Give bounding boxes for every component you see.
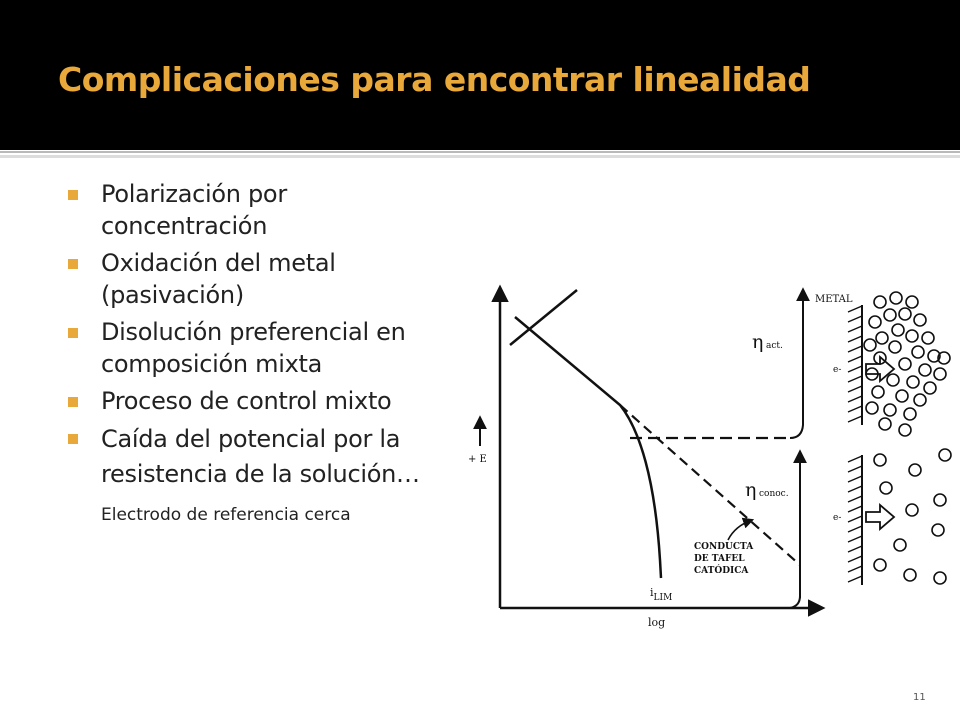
bullet-text: Oxidación del metal (pasivación) xyxy=(101,249,336,309)
bullet-item xyxy=(68,316,458,380)
bullet-square-icon xyxy=(68,190,78,200)
bullet-text: Caída del potencial por la resistencia de la solución… xyxy=(101,425,420,488)
title-bar xyxy=(0,0,960,150)
tafel-label-line: CONDUCTA xyxy=(694,542,754,552)
bracket-corner xyxy=(790,596,800,608)
bullet-square-icon xyxy=(68,397,78,407)
bullet-text: Proceso de control mixto xyxy=(101,387,392,415)
ions-sparse xyxy=(874,449,951,584)
tafel-label-line: CATÓDICA xyxy=(694,566,749,576)
bullet-list xyxy=(68,178,458,538)
bullet-square-icon xyxy=(68,434,78,444)
electron-arrow-icon xyxy=(866,505,894,529)
y-axis-label: + E xyxy=(468,454,487,465)
bullet-text: Polarización por concentración xyxy=(101,180,287,240)
slide-title: Complicaciones para encontrar linealidad xyxy=(58,60,811,99)
header-divider xyxy=(0,151,960,153)
activation-label: act. xyxy=(766,341,783,351)
electron-label: e- xyxy=(833,365,842,375)
cathodic-curve xyxy=(515,317,661,578)
x-axis-label: log xyxy=(648,616,666,629)
tafel-label-line: DE TAFEL xyxy=(694,554,745,564)
header-divider-light xyxy=(0,155,960,158)
tafel-pointer xyxy=(728,520,752,540)
bullet-item xyxy=(68,422,458,533)
bullet-square-icon xyxy=(68,328,78,338)
bullet-item xyxy=(68,247,458,311)
page-number: 11 xyxy=(913,692,926,703)
polarization-diagram xyxy=(455,270,960,660)
anodic-line xyxy=(510,290,577,345)
ilim-label: $i_{LIM}$ xyxy=(650,586,673,603)
metal-surface-top xyxy=(848,305,862,425)
bullet-text: Disolución preferencial en composición mixta xyxy=(101,318,406,378)
bullet-square-icon xyxy=(68,259,78,269)
bullet-note: Electrodo de referencia cerca xyxy=(101,505,351,525)
eta-symbol: η xyxy=(752,331,764,353)
metal-surface-bottom xyxy=(848,455,862,585)
tafel-extrapolation xyxy=(620,405,800,565)
activation-bracket xyxy=(790,290,803,438)
concentration-label: conoc. xyxy=(759,489,789,499)
bullet-item xyxy=(68,178,458,242)
bullet-item xyxy=(68,385,458,417)
ions-dense xyxy=(864,292,950,436)
electron-label: e- xyxy=(833,513,842,523)
eta-symbol: η xyxy=(745,479,757,501)
metal-label: METAL xyxy=(815,294,853,305)
